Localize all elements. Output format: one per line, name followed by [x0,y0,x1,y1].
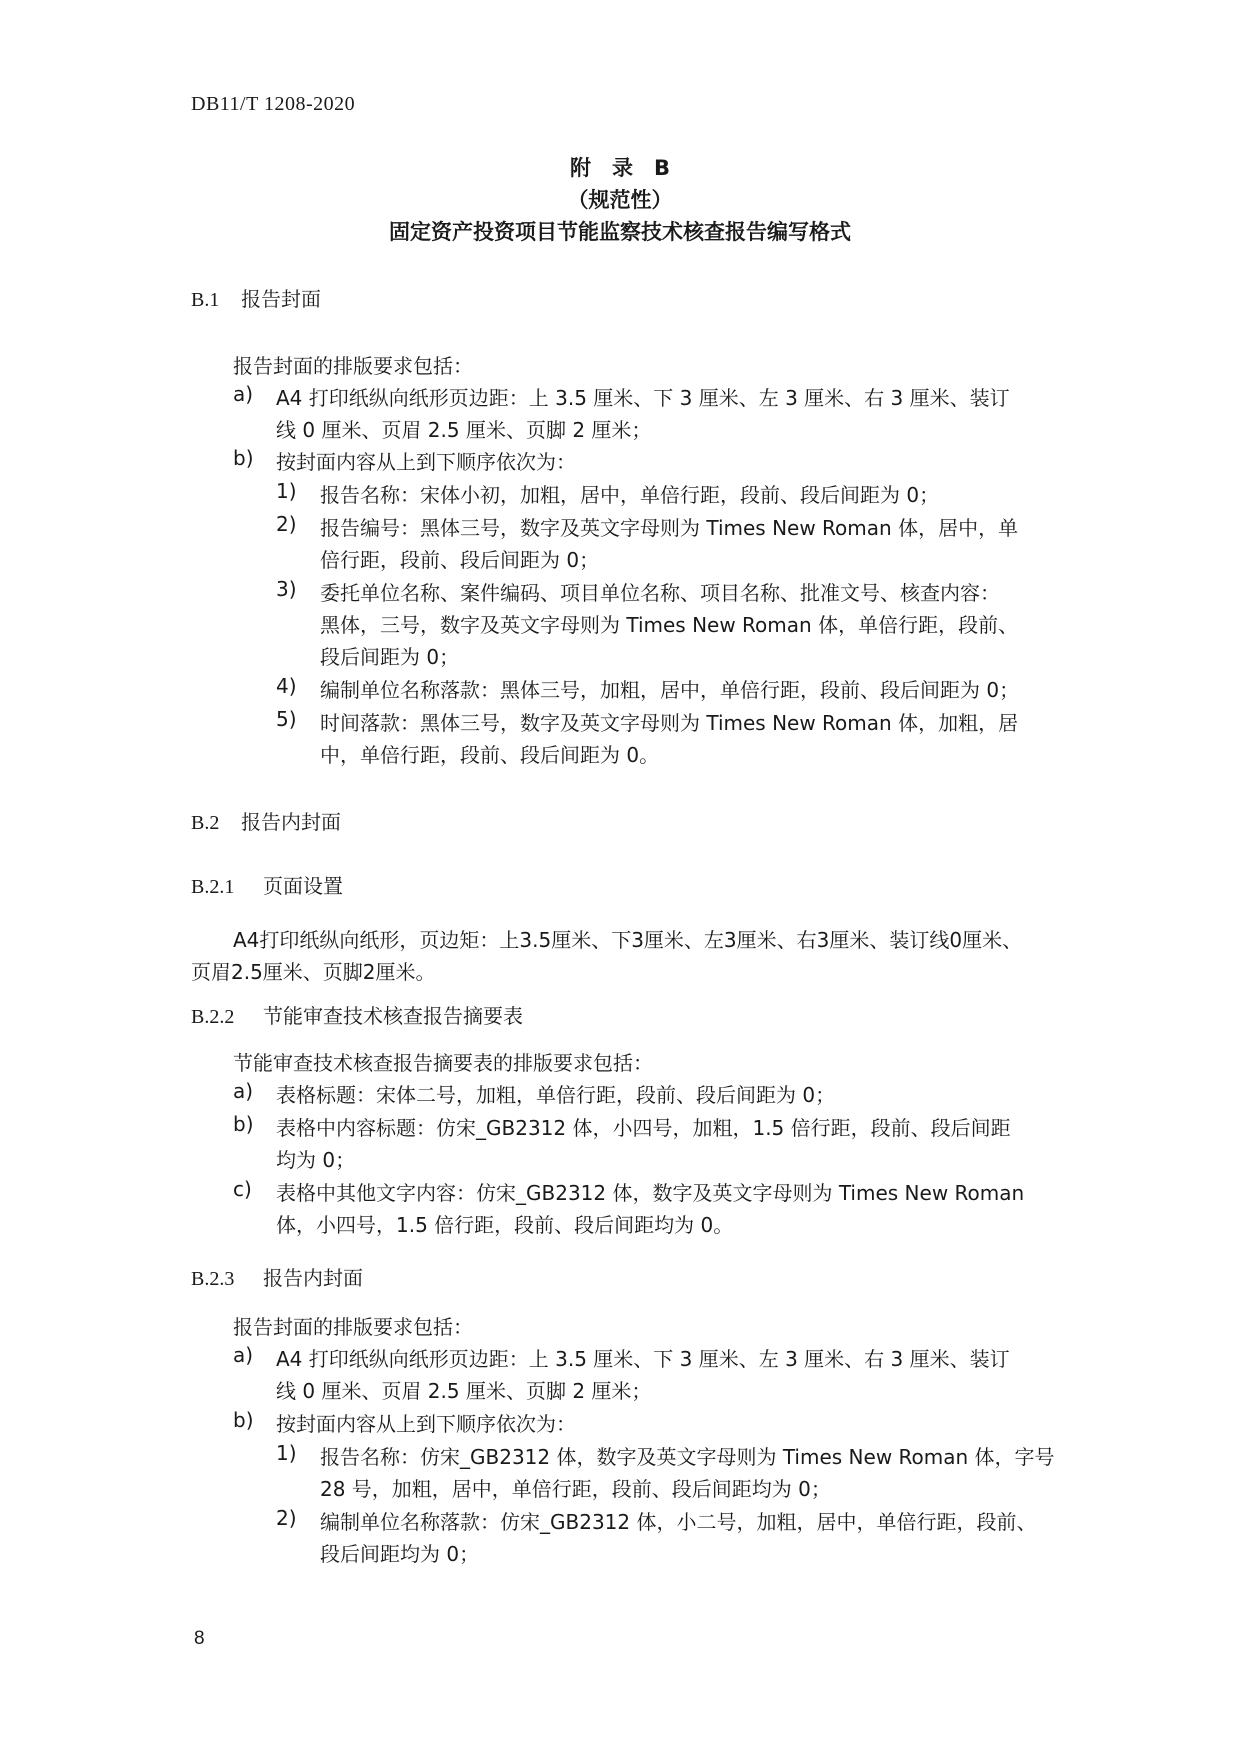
list-item-text: 线 0 厘米、页眉 2.5 厘米、页脚 2 厘米； [276,418,652,442]
section-heading-b2-2 [191,1000,523,1029]
section-number: B.2.1 [191,876,235,898]
paragraph: 节能审查技术核查报告摘要表的排版要求包括： [233,1051,653,1075]
list-item-text: 中，单倍行距，段前、段后间距为 0。 [320,743,660,767]
paragraph: 报告封面的排版要求包括： [233,354,473,378]
list-marker: 4) [276,674,297,698]
paragraph: 页眉2.5厘米、页脚2厘米。 [191,960,436,984]
section-number: B.1 [191,289,220,311]
list-item-text: 28 号，加粗，居中，单倍行距，段前、段后间距均为 0； [320,1477,831,1501]
paragraph: A4打印纸纵向纸形，页边矩：上3.5厘米、下3厘米、左3厘米、右3厘米、装订线0厘米、 [233,928,1023,952]
list-item-text: 倍行距，段前、段后间距为 0； [320,548,600,572]
list-marker: 1) [276,1441,297,1465]
appendix-title: 附 录 B [569,156,670,180]
section-title: 报告内封面 [241,810,341,834]
section-heading-b1 [191,283,321,312]
list-marker: 3) [276,577,297,601]
list-item-text: 委托单位名称、案件编码、项目单位名称、项目名称、批准文号、核查内容： [320,581,1000,605]
list-item-text: A4 打印纸纵向纸形页边距：上 3.5 厘米、下 3 厘米、左 3 厘米、右 3 厘米、装订 [276,386,1010,410]
list-marker: a) [233,1343,254,1367]
list-item-text: 按封面内容从上到下顺序依次为： [276,450,576,474]
list-marker: 2) [276,512,297,536]
list-item-text: 表格标题：宋体二号，加粗，单倍行距，段前、段后间距为 0； [276,1083,836,1107]
section-number: B.2.2 [191,1006,235,1028]
list-marker: b) [233,1112,254,1136]
list-item-text: 线 0 厘米、页眉 2.5 厘米、页脚 2 厘米； [276,1379,652,1403]
section-title: 报告内封面 [263,1266,363,1290]
list-item-text: 时间落款：黑体三号，数字及英文字母则为 Times New Roman 体，加粗，居 [320,711,1019,735]
list-item-text: 段后间距均为 0； [320,1542,480,1566]
section-title: 节能审查技术核查报告摘要表 [263,1004,523,1028]
section-heading-b2 [191,806,341,835]
paragraph: 报告封面的排版要求包括： [233,1315,473,1339]
section-number: B.2.3 [191,1268,235,1290]
list-item-text: 段后间距为 0； [320,645,460,669]
standard-number-header: DB11/T 1208-2020 [191,93,356,115]
section-number: B.2 [191,812,220,834]
list-marker: a) [233,382,254,406]
list-marker: 2) [276,1506,297,1530]
list-item-text: 编制单位名称落款：仿宋_GB2312 体，小二号，加粗，居中，单倍行距，段前、 [320,1510,1037,1534]
appendix-nature: （规范性） [567,188,673,212]
list-item-text: 编制单位名称落款：黑体三号，加粗，居中，单倍行距，段前、段后间距为 0； [320,678,1020,702]
list-item-text: 表格中其他文字内容：仿宋_GB2312 体，数字及英文字母则为 Times New Roman [276,1181,1025,1205]
list-item-text: 均为 0； [276,1148,356,1172]
list-item-text: A4 打印纸纵向纸形页边距：上 3.5 厘米、下 3 厘米、左 3 厘米、右 3 厘米、装订 [276,1347,1010,1371]
section-title: 报告封面 [241,287,321,311]
list-marker: b) [233,446,254,470]
section-title: 页面设置 [263,874,343,898]
list-marker: a) [233,1079,254,1103]
page-number: 8 [194,1628,205,1649]
list-marker: c) [233,1177,252,1201]
list-marker: b) [233,1408,254,1432]
list-item-text: 按封面内容从上到下顺序依次为： [276,1412,576,1436]
list-item-text: 报告名称：宋体小初，加粗，居中，单倍行距，段前、段后间距为 0； [320,483,940,507]
list-item-text: 报告名称：仿宋_GB2312 体，数字及英文字母则为 Times New Roman 体，字号 [320,1445,1055,1469]
section-heading-b2-1 [191,870,343,899]
list-item-text: 黑体，三号，数字及英文字母则为 Times New Roman 体，单倍行距，段前、 [320,613,1019,637]
appendix-subtitle: 固定资产投资项目节能监察技术核查报告编写格式 [389,220,851,244]
list-item-text: 报告编号：黑体三号，数字及英文字母则为 Times New Roman 体，居中，单 [320,516,1019,540]
list-marker: 1) [276,479,297,503]
section-heading-b2-3 [191,1262,363,1291]
list-item-text: 体，小四号，1.5 倍行距，段前、段后间距均为 0。 [276,1213,734,1237]
list-item-text: 表格中内容标题：仿宋_GB2312 体，小四号，加粗，1.5 倍行距，段前、段后间距 [276,1116,1011,1140]
list-marker: 5) [276,707,297,731]
